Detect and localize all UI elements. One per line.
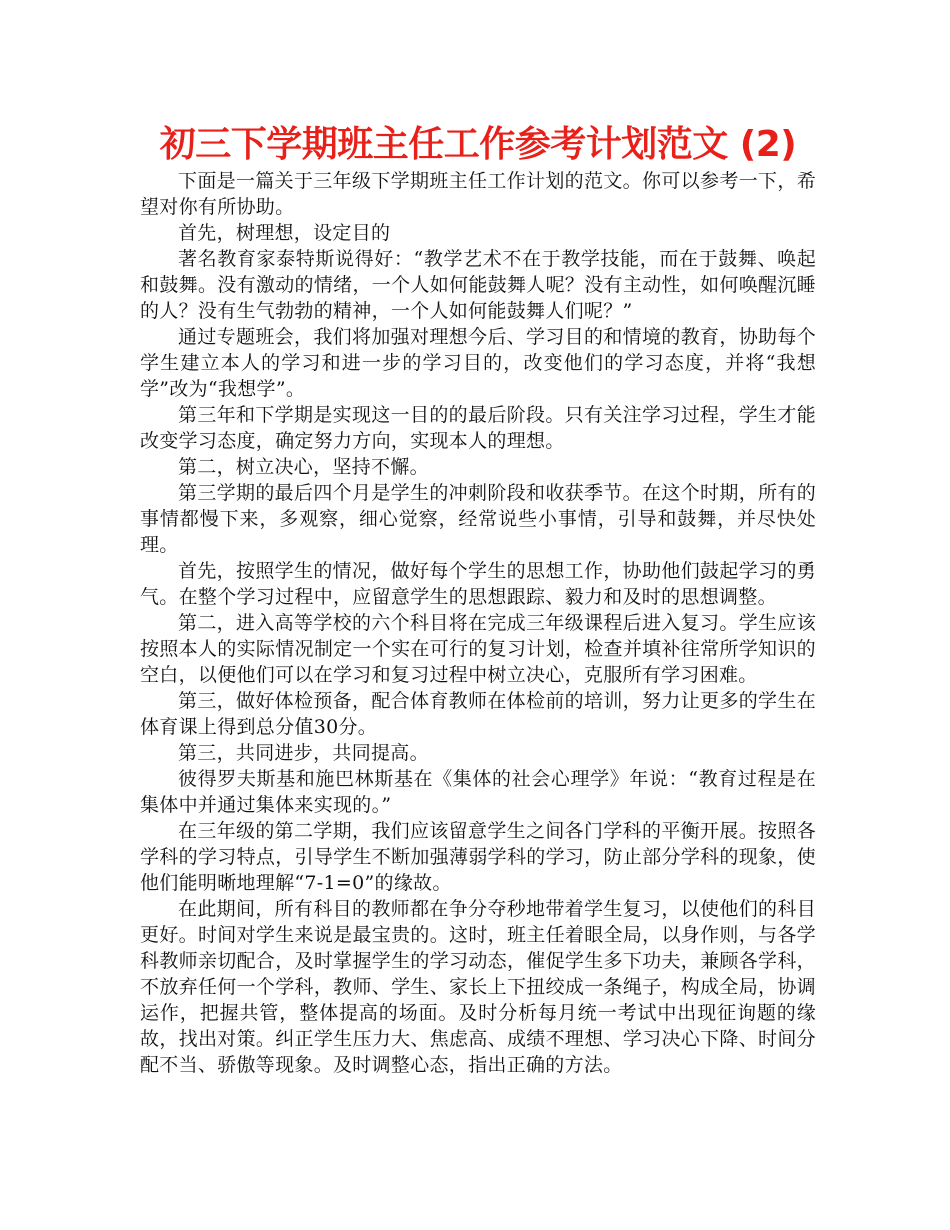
paragraph: 在三年级的第二学期，我们应该留意学生之间各门学科的平衡开展。按照各学科的学习特点，引导学生不断加强薄弱学科的学习，防止部分学科的现象，使他们能明晰地理解“7-1=0”的缘故。 [140, 820, 816, 894]
paragraph: 彼得罗夫斯基和施巴林斯基在《集体的社会心理学》年说：“教育过程是在集体中并通过集体来实现的。” [140, 768, 816, 816]
paragraph: 首先，按照学生的情况，做好每个学生的思想工作，协助他们鼓起学习的勇气。在整个学习过程中，应留意学生的思想跟踪、毅力和及时的思想调整。 [140, 560, 816, 608]
paragraph: 第二，进入高等学校的六个科目将在完成三年级课程后进入复习。学生应该按照本人的实际情况制定一个实在可行的复习计划，检查并填补往常所学知识的空白，以便他们可以在学习和复习过程中树立决心，克服所有学习困难。 [140, 612, 816, 686]
paragraph: 第二，树立决心，坚持不懈。 [178, 456, 429, 478]
document-title: 初三下学期班主任工作参考计划范文 (2) [159, 124, 797, 165]
document-page [140, 122, 816, 1078]
document-body [140, 168, 816, 1078]
paragraph: 第三，做好体检预备，配合体育教师在体检前的培训，努力让更多的学生在体育课上得到总分值30分。 [140, 690, 816, 738]
paragraph: 下面是一篇关于三年级下学期班主任工作计划的范文。你可以参考一下，希望对你有所协助。 [140, 170, 816, 218]
paragraph: 著名教育家泰特斯说得好：“教学艺术不在于教学技能，而在于鼓舞、唤起和鼓舞。没有激动的情绪，一个人如何能鼓舞人呢？没有主动性，如何唤醒沉睡的人？没有生气勃勃的精神，一个人如何能鼓舞人们呢？” [140, 248, 816, 322]
paragraph: 在此期间，所有科目的教师都在争分夺秒地带着学生复习，以使他们的科目更好。时间对学生来说是最宝贵的。这时，班主任着眼全局，以身作则，与各学科教师亲切配合，及时掌握学生的学习动态，催促学生多下功夫，兼顾各学科，不放弃任何一个学科，教师、学生、家长上下扭绞成一条绳子，构成全局，协调运作，把握共管，整体提高的场面。及时分析每月统一考试中出现征询题的缘故，找出对策。纠正学生压力大、焦虑高、成绩不理想、学习决心下降、时间分配不当、骄傲等现象。及时调整心态，指出正确的方法。 [140, 898, 816, 1076]
paragraph: 第三年和下学期是实现这一目的的最后阶段。只有关注学习过程，学生才能改变学习态度，确定努力方向，实现本人的理想。 [140, 404, 816, 452]
paragraph: 第三，共同进步，共同提高。 [178, 742, 429, 764]
paragraph: 首先，树理想，设定目的 [178, 222, 391, 244]
paragraph: 第三学期的最后四个月是学生的冲刺阶段和收获季节。在这个时期，所有的事情都慢下来，多观察，细心觉察，经常说些小事情，引导和鼓舞，并尽快处理。 [140, 482, 816, 556]
paragraph: 通过专题班会，我们将加强对理想今后、学习目的和情境的教育，协助每个学生建立本人的学习和进一步的学习目的，改变他们的学习态度，并将“我想学”改为“我想学”。 [140, 326, 816, 400]
